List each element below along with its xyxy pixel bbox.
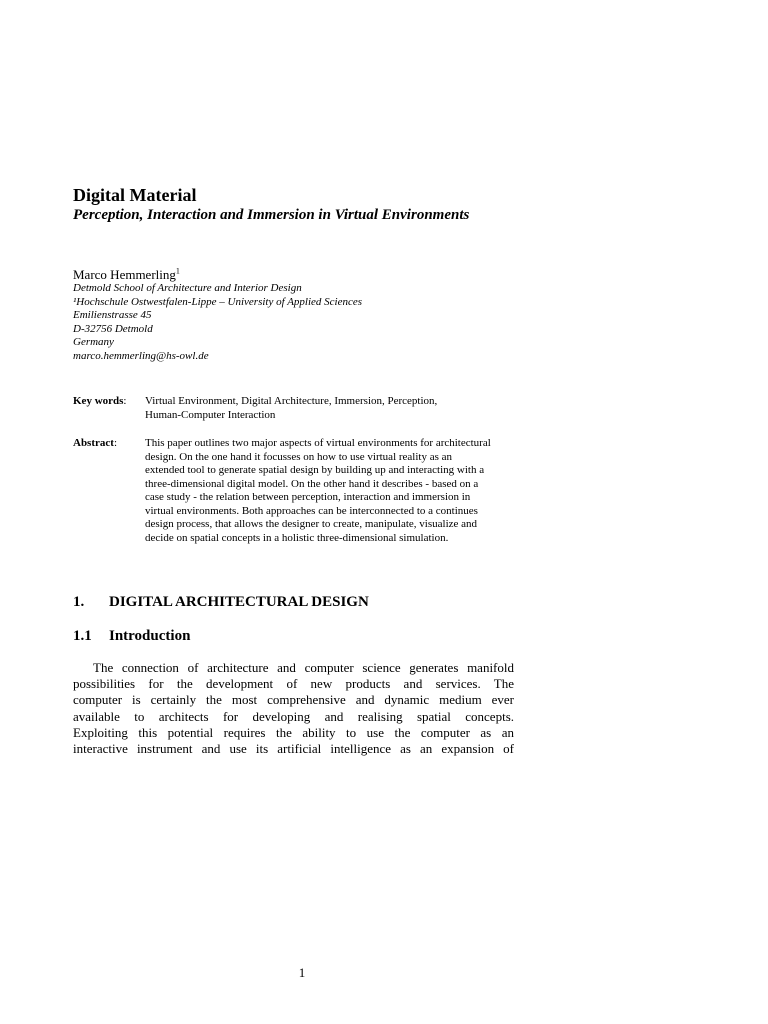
author-name-line <box>73 266 180 283</box>
keywords-label: Key words: <box>73 395 127 407</box>
affiliation-line: D-32756 Detmold <box>73 322 153 335</box>
paragraph-line: available to architects for developing and realising spatial concepts. <box>73 708 514 724</box>
subsection-heading <box>73 626 190 646</box>
abstract-line: three-dimensional digital model. On the other hand it describes - based on a <box>145 477 479 490</box>
affiliation-line: Germany <box>73 336 114 348</box>
abstract-text <box>145 437 517 545</box>
keywords-line: Human-Computer Interaction <box>145 408 276 421</box>
abstract-line: extended tool to generate spatial design by building up and interacting with a <box>145 464 485 476</box>
paragraph-line: computer is certainly the most comprehensive and dynamic medium ever <box>73 692 514 708</box>
abstract-line: design. On the one hand it focusses on how to use virtual reality as an <box>145 450 453 463</box>
keywords-text <box>145 395 517 422</box>
abstract-line: case study - the relation between perception, interaction and immersion in <box>145 491 471 503</box>
paper-subtitle: Perception, Interaction and Immersion in Virtual Environments <box>73 207 470 223</box>
abstract-line: virtual environments. Both approaches can be interconnected to a continues <box>145 504 478 517</box>
keywords-line: Virtual Environment, Digital Architecture, Immersion, Perception, <box>145 395 438 407</box>
paragraph-line: possibilities for the development of new products and services. The <box>73 676 514 692</box>
subsection-number: 1.1 <box>73 628 92 644</box>
keywords-block <box>73 395 523 425</box>
abstract-label: Abstract: <box>73 437 117 449</box>
author-email: marco.hemmerling@hs-owl.de <box>73 349 209 362</box>
paragraph-line: interactive instrument and use its artificial intelligence as an expansion of <box>73 740 514 756</box>
author-affiliation-marker: 1 <box>175 266 180 276</box>
paragraph-line: The connection of architecture and computer science generates manifold <box>93 660 514 675</box>
subsection-title: Introduction <box>109 628 191 644</box>
section-title: DIGITAL ARCHITECTURAL DESIGN <box>109 594 369 610</box>
section-number: 1. <box>73 594 85 610</box>
abstract-line: This paper outlines two major aspects of virtual environments for architectural <box>145 437 491 449</box>
page-number: 1 <box>298 965 306 980</box>
abstract-line: decide on spatial concepts in a holistic three-dimensional simulation. <box>145 531 449 544</box>
intro-paragraph <box>73 660 514 757</box>
affiliation-line: ¹Hochschule Ostwestfalen-Lippe – University of Applied Sciences <box>73 295 363 308</box>
paragraph-line: Exploiting this potential requires the ability to use the computer as an <box>73 724 514 740</box>
affiliation-line: Emilienstrasse 45 <box>73 309 152 321</box>
author-affiliation <box>73 282 362 363</box>
abstract-block <box>73 437 523 547</box>
section-heading <box>73 592 369 612</box>
author-name: Marco Hemmerling <box>73 267 176 282</box>
affiliation-line: Detmold School of Architecture and Interior Design <box>73 282 302 294</box>
abstract-line: design process, that allows the designer to create, manipulate, visualize and <box>145 518 478 530</box>
paper-title: Digital Material <box>73 185 197 205</box>
